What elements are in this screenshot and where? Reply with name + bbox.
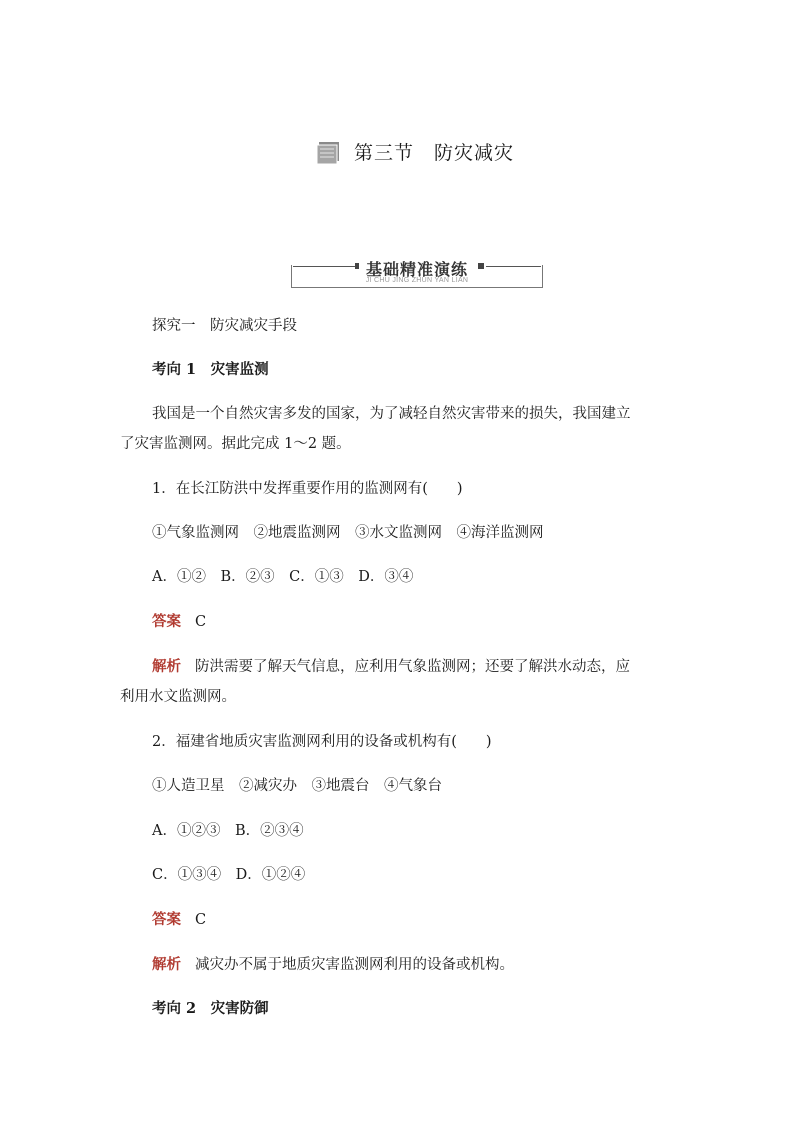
book-icon bbox=[316, 139, 344, 165]
answer-label: 答案 bbox=[152, 613, 181, 630]
page-title: 第三节 防灾减灾 bbox=[354, 142, 515, 164]
answer-2 bbox=[152, 910, 206, 930]
banner-title: 基础精准演练 bbox=[359, 257, 475, 280]
question-2-items: ①人造卫星 ②减灾办 ③地震台 ④气象台 bbox=[152, 778, 442, 794]
answer-1 bbox=[152, 612, 206, 632]
question-1-options: A．①② B．②③ C．①③ D．③④ bbox=[152, 569, 414, 585]
analysis-label: 解析 bbox=[152, 956, 181, 973]
banner-dot-right bbox=[478, 263, 484, 269]
banner-rule-right bbox=[486, 266, 541, 267]
analysis-1-line-1 bbox=[152, 657, 630, 677]
analysis-label: 解析 bbox=[152, 658, 181, 675]
question-2-stem: 2．福建省地质灾害监测网利用的设备或机构有( ) bbox=[152, 734, 492, 750]
question-1-items: ①气象监测网 ②地震监测网 ③水文监测网 ④海洋监测网 bbox=[152, 525, 544, 541]
intro-line-1: 我国是一个自然灾害多发的国家，为了减轻自然灾害带来的损失，我国建立 bbox=[152, 406, 631, 422]
section-banner bbox=[291, 256, 543, 288]
banner-rule-left bbox=[293, 266, 355, 267]
analysis-text: 减灾办不属于地质灾害监测网利用的设备或机构。 bbox=[195, 957, 514, 973]
page-title-group bbox=[316, 138, 514, 165]
answer-value: C bbox=[195, 912, 207, 928]
question-2-options-2: C．①③④ D．①②④ bbox=[152, 867, 306, 883]
answer-value: C bbox=[195, 614, 207, 630]
analysis-text: 防洪需要了解天气信息，应利用气象监测网；还要了解洪水动态，应 bbox=[195, 659, 630, 675]
intro-line-2: 了灾害监测网。据此完成 1～2 题。 bbox=[120, 436, 351, 452]
analysis-1-line-2: 利用水文监测网。 bbox=[120, 689, 236, 705]
analysis-2 bbox=[152, 955, 514, 975]
question-2-options-1: A．①②③ B．②③④ bbox=[152, 823, 304, 839]
topic-heading-1: 考向 1 灾害监测 bbox=[152, 361, 269, 378]
topic-heading-2: 考向 2 灾害防御 bbox=[152, 1000, 269, 1017]
section-heading: 探究一 防灾减灾手段 bbox=[152, 318, 297, 334]
banner-subtitle: JI CHU JING ZHUN YAN LIAN bbox=[365, 277, 469, 284]
answer-label: 答案 bbox=[152, 911, 181, 928]
question-1-stem: 1．在长江防洪中发挥重要作用的监测网有( ) bbox=[152, 481, 463, 497]
